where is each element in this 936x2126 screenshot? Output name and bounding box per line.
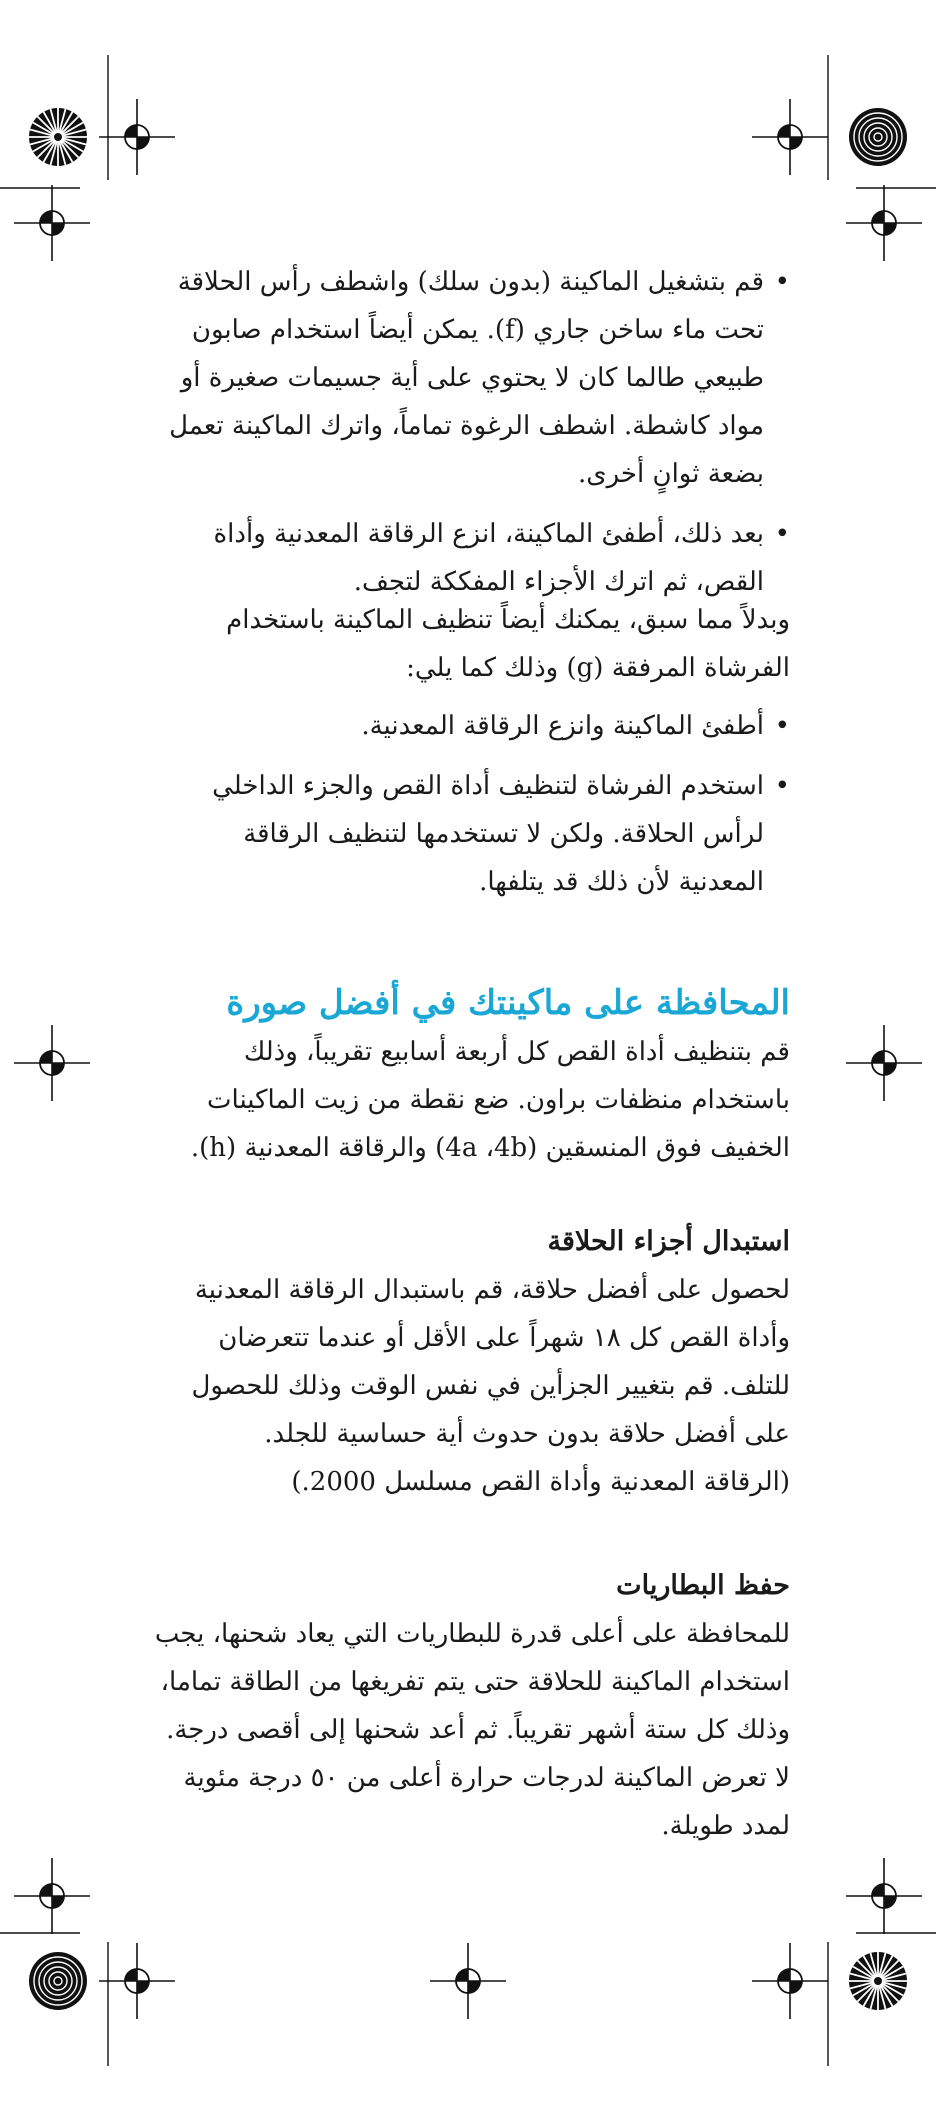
brush-step-clean: • استخدم الفرشاة لتنظيف أداة القص والجزء الداخلي لرأس الحلاقة. ولكن لا تستخدمها لتنظيف الرقاقة المعدنية لأن ذلك قد يتلفها. [150, 762, 790, 906]
replacement-note: (الرقاقة المعدنية وأداة القص مسلسل 2000.) [291, 1467, 790, 1497]
replacement-title: استبدال أجزاء الحلاقة [547, 1226, 790, 1257]
maintenance-section [150, 978, 790, 1172]
maintenance-body: قم بتنظيف أداة القص كل أربعة أسابيع تقريباً، وذلك باستخدام منظفات براون. ضع نقطة من زيت الماكينات الخفيف فوق المنسقين (4a ،4b) والرقاقة المعدنية (h). [190, 1037, 790, 1163]
brush-step-remove-foil: • أطفئ الماكينة وانزع الرقاقة المعدنية. [150, 702, 790, 750]
maintenance-title: المحافظة على ماكينتك في أفضل صورة [226, 983, 790, 1023]
cleaning-step-rinse: • قم بتشغيل الماكينة (بدون سلك) واشطف رأس الحلاقة تحت ماء ساخن جاري (f). يمكن أيضاً استخدام صابون طبيعي طالما كان لا يحتوي على أية جسيمات صغيرة أو مواد كاشطة. اشطف الرغوة تماماً، واترك الماكينة تعمل بضعة ثوانٍ أخرى. [150, 258, 790, 498]
replacement-section [150, 1218, 790, 1506]
battery-section [150, 1562, 790, 1850]
replacement-body: لحصول على أفضل حلاقة، قم باستبدال الرقاقة المعدنية وأداة القص كل ١٨ شهراً على الأقل أو عندما تتعرضان للتلف. قم بتغيير الجزأين في نفس الوقت وذلك للحصول على أفضل حلاقة بدون حدوث أية حساسية للجلد. [191, 1275, 790, 1449]
battery-body: للمحافظة على أعلى قدرة للبطاريات التي يعاد شحنها، يجب استخدام الماكينة للحلاقة حتى يتم تفريغها من الطاقة تماما، وذلك كل ستة أشهر تقريباً. ثم أعد شحنها إلى أقصى درجة. لا تعرض الماكينة لدرجات حرارة أعلى من ٥٠ درجة مئوية لمدد طويلة. [154, 1619, 790, 1841]
cleaning-steps [150, 258, 790, 618]
battery-title: حفظ البطاريات [616, 1570, 790, 1601]
brush-section [150, 596, 790, 918]
cleaning-step-dry: • بعد ذلك، أطفئ الماكينة، انزع الرقاقة المعدنية وأداة القص، ثم اترك الأجزاء المفككة لتجف. [150, 510, 790, 606]
brush-intro: وبدلاً مما سبق، يمكنك أيضاً تنظيف الماكينة باستخدام الفرشاة المرفقة (g) وذلك كما يلي: [226, 605, 790, 683]
